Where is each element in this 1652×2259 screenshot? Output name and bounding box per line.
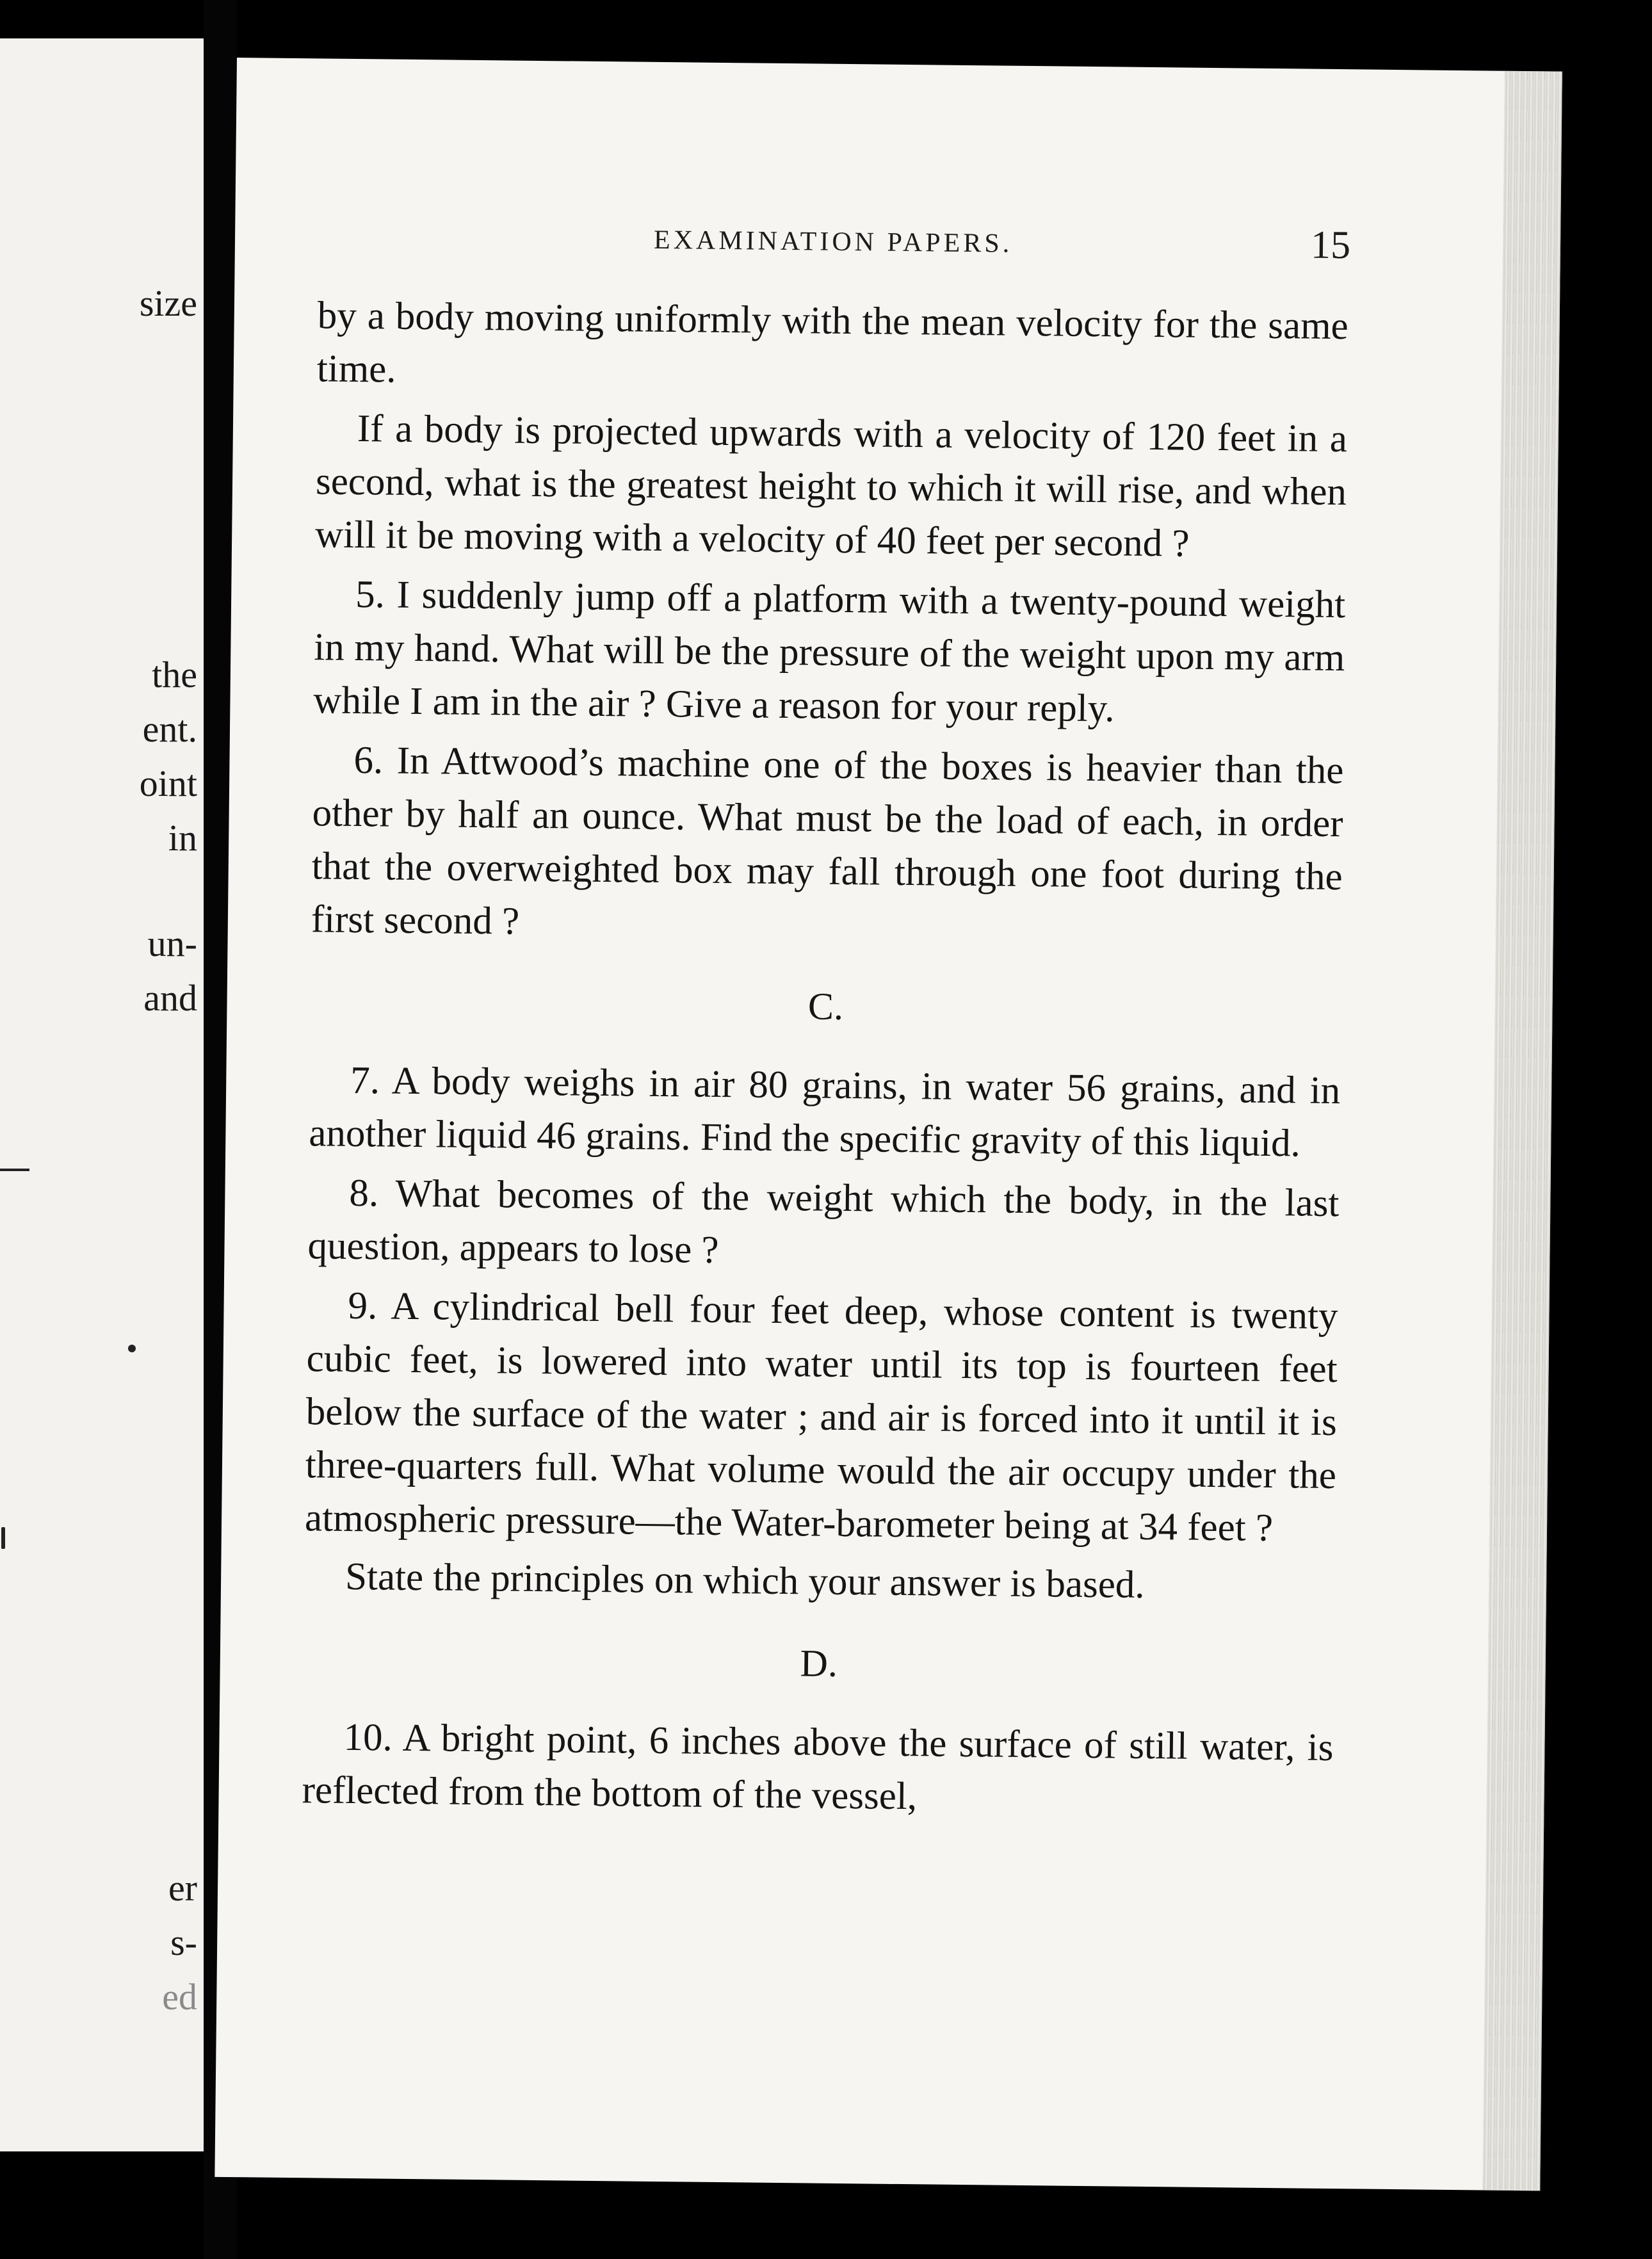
left-page-fragment: and: [143, 977, 197, 1019]
section-heading-d: D.: [800, 1642, 838, 1685]
paragraph: State the principles on which your answer is based.: [344, 1555, 1145, 1607]
page-body: [302, 289, 1348, 1827]
question-9: 9. A cylindrical bell four feet deep, whose content is twenty cubic feet, is lowered into water until its top is fourteen feet below the surface of the water ; and air is forced into it until it is three-quarters full. What volume would the air occupy under the atmospheric pressure—the Water-barometer being at 34 feet ?: [304, 1284, 1338, 1550]
question-10: 10. A bright point, 6 inches above the surface of still water, is reflected from the bottom of the vessel,: [302, 1715, 1334, 1818]
left-page-fragment: size: [139, 282, 197, 324]
ink-mark: [1, 1527, 5, 1549]
section-heading-c: C.: [807, 985, 844, 1028]
question-8: 8. What becomes of the weight which the body, in the last question, appears to lose ?: [307, 1171, 1340, 1272]
page-header: [235, 211, 1363, 280]
left-page-fragment: s-: [170, 1922, 197, 1963]
page-number: 15: [1310, 223, 1351, 268]
page-edge: [1482, 71, 1562, 2191]
left-page-fragment: the: [152, 654, 197, 695]
left-page-fragment: ent.: [142, 708, 197, 750]
running-head: EXAMINATION PAPERS.: [653, 225, 1013, 259]
question-7: 7. A body weighs in air 80 grains, in water 56 grains, and in another liquid 46 grains. Find the specific gravity of this liquid.: [309, 1058, 1341, 1165]
ink-speck: [128, 1345, 136, 1352]
left-page-fragment: in: [168, 817, 197, 859]
paragraph: by a body moving uniformly with the mean velocity for the same time.: [316, 294, 1349, 391]
question-6: 6. In Attwood’s machine one of the boxes is heavier than the other by half an ounce. What must be the load of each, in order that the overweighted box may fall through one foot during the first second ?: [311, 738, 1344, 943]
left-page-fragment: un-: [147, 923, 197, 964]
book-page: [215, 58, 1562, 2190]
left-page-fragment: er: [168, 1867, 197, 1909]
left-page-rule: [0, 1169, 29, 1171]
question-5: 5. I suddenly jump off a platform with a twenty-pound weight in my hand. What will be the pressure of the weight upon my arm while I am in the air ? Give a reason for your reply.: [313, 572, 1346, 731]
paragraph: If a body is projected upwards with a velocity of 120 feet in a second, what is the greatest height to which it will rise, and when will it be moving with a velocity of 40 feet per second ?: [314, 407, 1348, 565]
left-page-fragment: oint: [139, 763, 197, 804]
left-page-fragment: ed: [162, 1976, 197, 2018]
previous-page-edge: [0, 38, 204, 2151]
